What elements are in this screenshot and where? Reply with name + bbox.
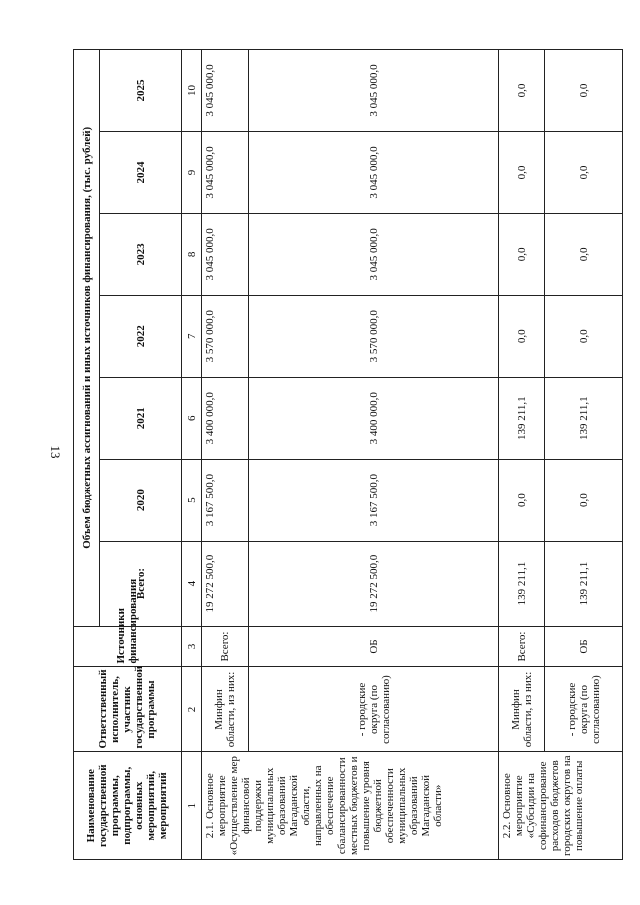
value-cell: 3 045 000,0 [202, 132, 248, 214]
value-cell: 0,0 [545, 295, 623, 377]
column-number: 4 [181, 541, 202, 626]
value-cell: 3 167 500,0 [202, 459, 248, 541]
value-cell: 139 211,1 [545, 541, 623, 626]
column-number: 3 [181, 626, 202, 667]
executor-cell: - городские округа (по согласованию) [545, 667, 623, 752]
header-source: Источники финансирования [74, 626, 182, 667]
column-number: 6 [181, 377, 202, 459]
header-name: Наименование государственной программы, подпрограммы, основных мероприятий, мероприятий [74, 752, 182, 860]
header-year: 2025 [100, 50, 182, 132]
value-cell: 3 045 000,0 [248, 213, 499, 295]
column-number: 2 [181, 667, 202, 752]
value-cell: 3 400 000,0 [202, 377, 248, 459]
value-cell: 3 570 000,0 [202, 295, 248, 377]
value-cell: 19 272 500,0 [248, 541, 499, 626]
value-cell: 0,0 [499, 132, 545, 214]
value-cell: 0,0 [499, 50, 545, 132]
value-cell: 0,0 [545, 213, 623, 295]
column-number: 10 [181, 50, 202, 132]
value-cell: 0,0 [545, 459, 623, 541]
value-cell: 3 045 000,0 [248, 50, 499, 132]
value-cell: 3 045 000,0 [202, 50, 248, 132]
value-cell: 0,0 [499, 459, 545, 541]
table-row [248, 50, 499, 860]
source-cell: ОБ [248, 626, 499, 667]
header-financing: Объем бюджетных ассигнований и иных источников финансирования, (тыс. рублей) [74, 50, 100, 627]
table-row [545, 50, 623, 860]
executor-cell: Минфин области, из них: [499, 667, 545, 752]
value-cell: 3 045 000,0 [248, 132, 499, 214]
value-cell: 139 211,1 [499, 541, 545, 626]
value-cell: 3 570 000,0 [248, 295, 499, 377]
column-number: 5 [181, 459, 202, 541]
header-year: 2024 [100, 132, 182, 214]
table-row [202, 50, 248, 860]
value-cell: 3 045 000,0 [202, 213, 248, 295]
value-cell: 139 211,1 [545, 377, 623, 459]
header-year: 2021 [100, 377, 182, 459]
value-cell: 3 167 500,0 [248, 459, 499, 541]
executor-cell: - городские округа (по согласованию) [248, 667, 499, 752]
header-total: Всего: [100, 541, 182, 626]
source-cell: Всего: [499, 626, 545, 667]
column-number: 7 [181, 295, 202, 377]
table-row [499, 50, 545, 860]
budget-table-rotated [73, 49, 623, 860]
header-year: 2023 [100, 213, 182, 295]
value-cell: 19 272 500,0 [202, 541, 248, 626]
value-cell: 0,0 [499, 295, 545, 377]
source-cell: ОБ [545, 626, 623, 667]
value-cell: 0,0 [545, 50, 623, 132]
column-number: 9 [181, 132, 202, 214]
value-cell: 0,0 [545, 132, 623, 214]
source-cell: Всего: [202, 626, 248, 667]
column-number: 8 [181, 213, 202, 295]
value-cell: 139 211,1 [499, 377, 545, 459]
page-number: 13 [48, 445, 63, 459]
header-year: 2020 [100, 459, 182, 541]
header-executor: Ответственный исполнитель, участник государственной программы [74, 667, 182, 752]
budget-table [73, 49, 623, 860]
header-year: 2022 [100, 295, 182, 377]
value-cell: 3 400 000,0 [248, 377, 499, 459]
column-number: 1 [181, 752, 202, 860]
measure-name: 2.2. Основное мероприятие «Субсидии на софинансирование расходов бюджетов городских округов на повышение оплаты [499, 752, 623, 860]
measure-name: 2.1. Основное мероприятие «Осуществление мер финансовой поддержки муниципальных образований Магаданской области, направленных на обеспечение сбалансированности местных бюджетов и повышение уровня бюджетной обеспеченности муниципальных образований Магаданской области» [202, 752, 499, 860]
value-cell: 0,0 [499, 213, 545, 295]
executor-cell: Минфин области, из них: [202, 667, 248, 752]
